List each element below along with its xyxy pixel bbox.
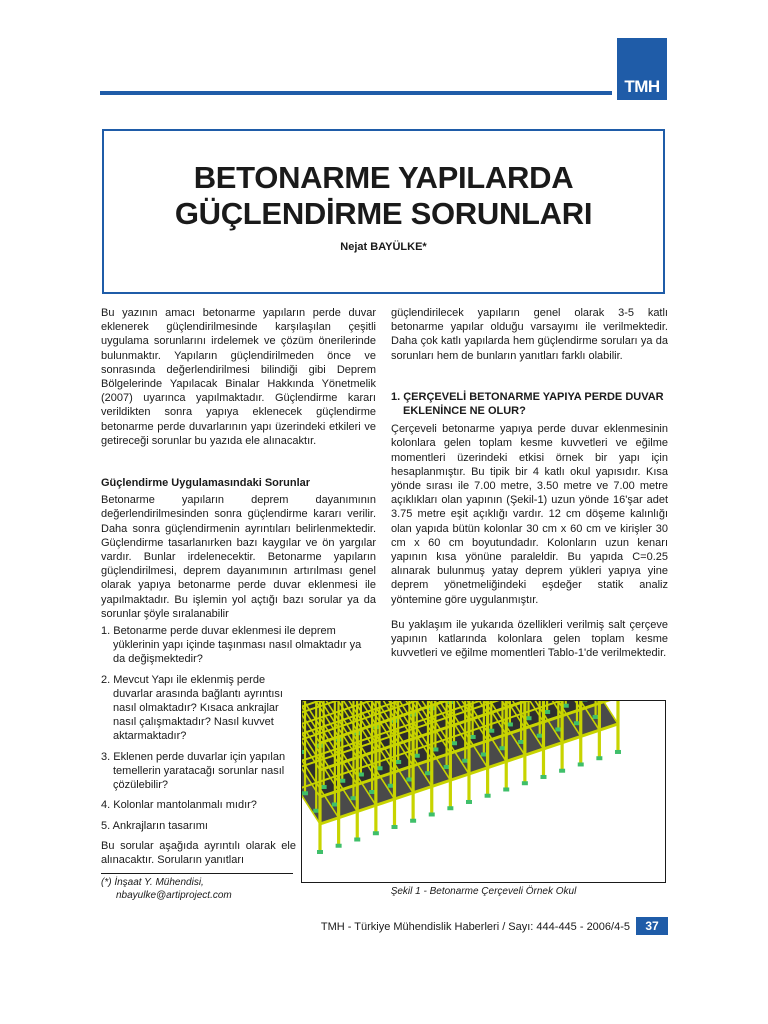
footing	[410, 819, 416, 823]
footing	[574, 721, 580, 725]
footing	[537, 734, 543, 738]
list-item: 4. Kolonlar mantolanmalı mıdır?	[101, 799, 257, 812]
header-rule	[100, 91, 612, 95]
building-frame-figure	[302, 701, 665, 882]
article-title	[102, 160, 665, 232]
logo-text: TMH	[624, 77, 660, 96]
footing	[369, 790, 375, 794]
tmh-logo	[617, 38, 667, 100]
footing	[462, 759, 468, 763]
footing	[302, 791, 308, 795]
footing	[444, 765, 450, 769]
footing	[522, 781, 528, 785]
section-1-paragraph: Çerçeveli betonarme yapıya perde duvar eklenmesinin kolonlara gelen toplam kesme kuvvetleri ve eğilme momentleri üzerindeki etkisi örnek bir yapı için hesaplanmıştır. Bu tipik bir 4 katlı okul yapısıdır. Kısa yönde sırası ile 7.00 metre, 3.50 metre ve 7.00 metre açıklıkları olan yapının (Şekil-1) uzun yönde 16'şar adet 3.75 metre eşit açıklığı vardır. 12 cm döşeme kalınlığı olan yapıda bütün kolonlar 30 cm x 60 cm ve kirişler 30 cm x 60 cm boyutundadır. Kolonların uzun kenarı yapının kısa yönüne paraleldir. Bu yapıda C=0.25 alınarak bulunmuş yatay deprem yükleri yapıya yine deprem yönetmeliğindeki eşdeğer statik analiz yöntemine göre uygulanmıştır.	[391, 423, 668, 606]
footing	[406, 777, 412, 781]
title-line-2: GÜÇLENDİRME SORUNLARI	[174, 196, 593, 231]
author-name: Nejat BAYÜLKE*	[340, 241, 427, 253]
footing	[429, 812, 435, 816]
footing	[503, 787, 509, 791]
right-column	[391, 306, 668, 673]
footing	[481, 752, 487, 756]
footnote-rule	[101, 873, 293, 874]
footing	[336, 844, 342, 848]
footing	[578, 762, 584, 766]
list-item: 1. Betonarme perde duvar eklenmesi ile deprem yüklerinin yapı içinde taşınması nasıl olmaktadır ya da değişmektedir?	[101, 625, 362, 666]
section-1-heading: 1. ÇERÇEVELİ BETONARME YAPIYA PERDE DUVAR EKLENİNCE NE OLUR?	[391, 390, 664, 418]
closing-paragraph: Bu sorular aşağıda ayrıntılı olarak ele alınacaktır. Soruların yanıtları	[101, 839, 296, 866]
footing	[555, 727, 561, 731]
page-number: 37	[636, 917, 668, 935]
footing	[354, 837, 360, 841]
section-paragraph: Betonarme yapıların deprem dayanımının değerlendirilmesinden sonra güçlendirme kararı verilir. Daha sonra güçlendirmenin ayrıntıları belirlenmektedir. Güçlendirme tasarlanırken bazı kaygılar ve ön yargılar vardır. Bunlar irdelenecektir. Betonarme yapıların güçlendirilmesi, deprem dayanımının artırılması genel olarak yapıya betonarme perde duvar eklenmesi ile yapılmaktadır. Bu işlemin yol açtığı bazı sorular ya da sorunlar şöyle sıralanabilir	[101, 494, 376, 620]
footing	[485, 794, 491, 798]
footing	[447, 806, 453, 810]
title-line-1: BETONARME YAPILARDA	[193, 160, 574, 195]
right-intro-paragraph: güçlendirilecek yapıların genel olarak 3-5 katlı betonarme yapılar olduğu varsayımı ile verilmektedir. Daha çok katlı yapılarda hem güçlendirme soruları ya da sorunları hem de bunların yanıtları farklı olabilir.	[391, 307, 668, 362]
list-item: 2. Mevcut Yapı ile eklenmiş perde duvarlar arasında bağlantı ayrıntısı nasıl olmaktadır? Kısaca ankrajlar nasıl çalışmaktadır? Nasıl kuvvet aktarmaktadır?	[101, 673, 283, 743]
footing	[466, 800, 472, 804]
footing	[559, 769, 565, 773]
list-item: 3. Eklenen perde duvarlar için yapılan temellerin yaratacağı sorunlar nasıl çözülebilir?	[101, 750, 286, 792]
footing	[388, 784, 394, 788]
footing	[373, 831, 379, 835]
footing	[302, 750, 304, 754]
footing	[596, 756, 602, 760]
footnote-line-1: (*) İnşaat Y. Mühendisi,	[101, 877, 204, 888]
footing	[391, 825, 397, 829]
footing	[499, 746, 505, 750]
footing	[425, 771, 431, 775]
footer-journal: TMH - Türkiye Mühendislik Haberleri / Sayı: 444-445 - 2006/4-5	[320, 921, 630, 933]
footing	[615, 750, 621, 754]
section-heading: Güçlendirme Uygulamasındaki Sorunlar	[101, 477, 311, 490]
footing	[313, 809, 319, 813]
footnote	[101, 876, 301, 902]
footing	[540, 775, 546, 779]
footnote-email: nbayulke@artiproject.com	[116, 890, 232, 901]
footing	[317, 850, 323, 854]
footing	[350, 796, 356, 800]
footing	[593, 715, 599, 719]
footing	[518, 740, 524, 744]
figure-frame	[301, 700, 666, 883]
figure-caption: Şekil 1 - Betonarme Çerçeveli Örnek Okul	[390, 886, 577, 897]
intro-paragraph: Bu yazının amacı betonarme yapıların perde duvar eklenerek güçlendirilmesinde karşılaşılan çeşitli uygulama sorunlarını irdelemek ve çözüm önerilerinde bulunmaktır. Yapıların güçlendirilmeden önce ve sonrasında değerlendirilmesi bilindiği gibi Deprem Bölgelerinde Yapılacak Binalar Hakkında Yönetmelik (2007) uyarınca yapılmaktadır. Güçlendirme kararı verildikten sonra yapıya eklenecek güçlendirme betonarme perde duvarlarının yapı üzerindeki etkileri ve getireceği sorunlar bu yazıda ele alınacaktır.	[101, 307, 376, 447]
section-1-paragraph-2: Bu yaklaşım ile yukarıda özellikleri verilmiş salt çerçeve yapının katlarında kolonlara gelen toplam kesme kuvvetleri ve eğilme momentleri Tablo-1'de verilmektedir.	[391, 618, 668, 660]
footing	[332, 802, 338, 806]
list-item: 5. Ankrajların tasarımı	[101, 819, 208, 832]
